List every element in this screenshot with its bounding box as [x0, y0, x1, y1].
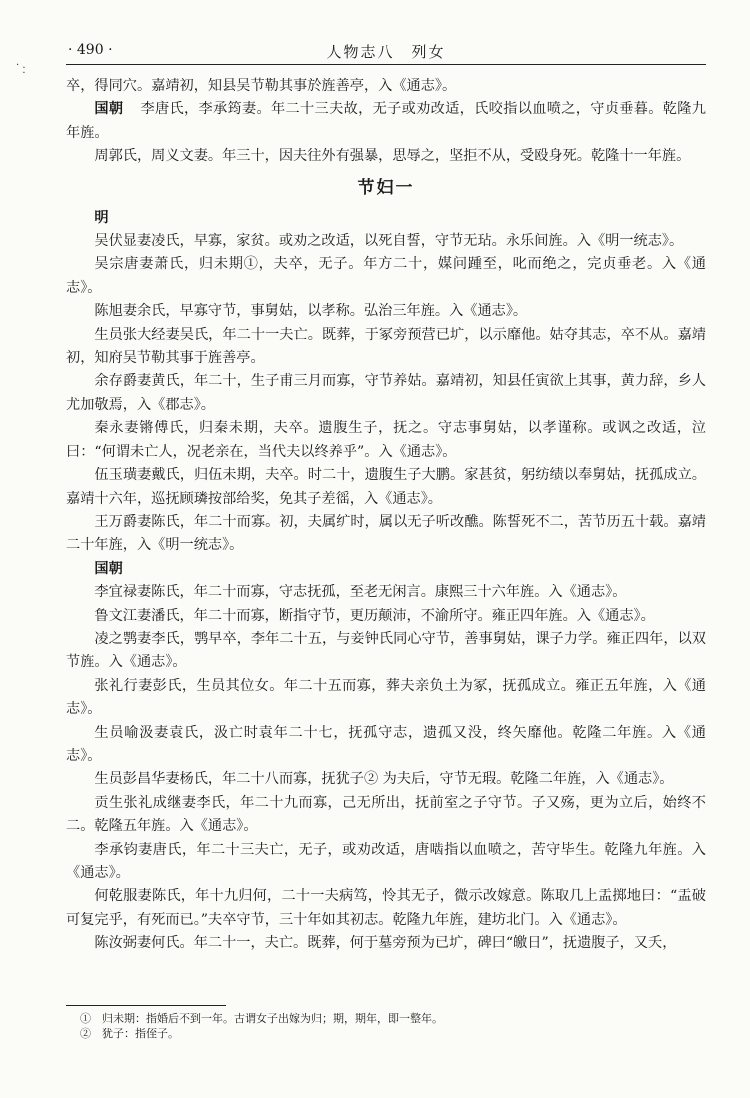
era-heading: 明 [94, 209, 109, 226]
page-number: · 490 · [68, 42, 113, 58]
paragraph: 余存爵妻黄氏，年二十，生子甫三月而寡，守节养姑。嘉靖初，知县任寅欲上其事，黄力辞，乡人尤加敬焉，入《郡志》。 [66, 373, 706, 413]
continued-paragraph: 卒，得同穴。嘉靖初，知县吴节勒其事於旌善亭，入《通志》。 [66, 78, 457, 94]
paragraph: 李宜禄妻陈氏，年二十而寡，守志抚孤，至老无闲言。康熙三十六年旌。入《通志》。 [94, 584, 627, 601]
paragraph: 陈旭妻余氏，早寡守节，事舅姑，以孝称。弘治三年旌。入《通志》。 [94, 303, 528, 320]
footnotes [66, 1005, 706, 1041]
section-title: 节妇一 [357, 177, 415, 198]
paragraph: 凌之鹗妻李氏，鹗早卒，李年二十五，与妾钟氏同心守节，善事舅姑，课子力学。雍正四年，以双节旌。入《通志》。 [66, 630, 706, 671]
paragraph: 鲁文江妻潘氏，年二十而寡，断指守节，更历颠沛，不渝所守。雍正四年旌。入《通志》。 [94, 607, 655, 624]
paragraph: 贡生张礼成继妻李氏，年二十九而寡，己无所出，抚前室之子守节。子又殇，更为立后，始终不二。乾隆五年旌。入《通志》。 [66, 794, 706, 835]
paragraph: 周郭氏，周义文妻。年三十，因夫往外有强暴，思辱之，坚拒不从，受殴身死。乾隆十一年旌。 [94, 148, 691, 165]
running-title: 人物志八 列女 [326, 43, 446, 61]
paragraph: 吴宗唐妻萧氏，归未期①，夫卒，无子。年方二十，媒问踵至，叱而绝之，完贞垂老。入《通志》。 [66, 256, 706, 296]
paragraph: 生员喻汲妻袁氏，汲亡时袁年二十七，抚孤守志，遗孤又没，终矢靡他。乾隆二年旌。入《通志》。 [66, 724, 706, 764]
paragraph: 张礼行妻彭氏，生员其位女。年二十五而寡，葬夫亲负土为冢，抚孤成立。雍正五年旌，入《通志》。 [66, 677, 706, 718]
era-heading: 国朝 [94, 560, 123, 577]
paragraph: 生员彭昌华妻杨氏，年二十八而寡，抚犹子② 为夫后，守节无瑕。乾隆二年旌，入《通志》。 [94, 771, 674, 788]
scan-specks: · . · [16, 60, 26, 79]
paragraph: 何乾服妻陈氏，年十九归何，二十一夫病笃，怜其无子，微示改嫁意。陈取几上盂掷地曰：“盂破可复完乎，有死而已。”夫卒守节，三十年如其初志。乾隆九年旌，建坊北门。入《通志》。 [66, 888, 706, 928]
footnote: ① 归未期：指婚后不到一年。古谓女子出嫁为归；期，期年，即一整年。 [80, 1012, 443, 1025]
paragraph: 李承钧妻唐氏，年二十三夫亡，无子，或劝改适，唐啮指以血喷之，苦守毕生。乾隆九年旌。入《通志》。 [66, 841, 706, 881]
paragraph: 秦永妻锵傅氏，归秦未期，夫卒。遗腹生子，抚之。守志事舅姑，以孝谨称。或讽之改适，泣曰：“何谓未亡人，况老亲在，当代夫以终养乎”。入《通志》。 [66, 420, 706, 460]
paragraph-text: 李唐氏，李承筠妻。年二十三夫故，无子或劝改适，氏咬指以血喷之，守贞垂暮。乾隆九年旌。 [66, 101, 706, 141]
era-heading: 国朝 [94, 101, 124, 118]
paragraph: 王万爵妻陈氏，年二十而寡。初，夫属纩时，属以无子听改醮。陈誓死不二，苦节历五十载。嘉靖二十年旌，入《明一统志》。 [66, 513, 706, 554]
page-header [66, 38, 706, 65]
footnote-rule [66, 1005, 226, 1006]
footnote: ② 犹子：指侄子。 [80, 1027, 179, 1040]
page-body [66, 75, 706, 956]
paragraph: 伍玉璜妻戴氏，归伍未期，夫卒。时二十，遗腹生子大鹏。家甚贫，躬纺绩以奉舅姑，抚孤成立。嘉靖十六年，巡抚顾璘按部给奖，免其子差徭，入《通志》。 [66, 467, 706, 507]
book-page [66, 38, 706, 956]
paragraph: 陈汝弼妻何氏。年二十一，夫亡。既葬，何于墓旁预为已圹，碑曰“皦日”，抚遗腹子，又夭， [94, 935, 677, 952]
paragraph: 生员张大经妻吴氏，年二十一夫亡。既葬，于冢旁预营已圹，以示靡他。姑夺其志，卒不从。嘉靖初，知府吴节勒其事于旌善亭。 [66, 326, 706, 367]
paragraph: 吴伏显妻凌氏，早寡，家贫。或劝之改适，以死自誓，守节无玷。永乐间旌。入《明一统志》。 [94, 233, 684, 250]
paragraph [66, 98, 706, 145]
